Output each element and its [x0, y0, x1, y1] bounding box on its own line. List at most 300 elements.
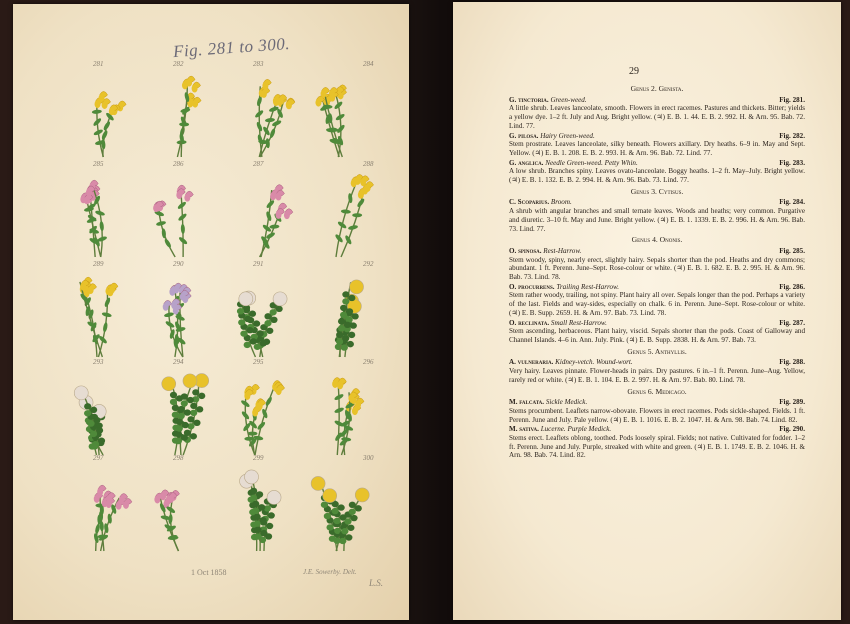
leaf	[168, 514, 173, 524]
petal	[97, 488, 103, 496]
leaflet	[324, 513, 331, 519]
petal	[365, 184, 371, 192]
leaf	[356, 198, 365, 208]
leaf	[265, 118, 275, 123]
species-description: Stem woody, spiny, nearly erect, slightly hairy. Sepals shorter than the pod. Heaths and dry commons; abundant. 1 ft. Perenn. June–Sept. Rose-colour or white. (♃) E. B. 1. 682. E. B. 2. 995. H. & Arn. 96. Bab. 73. Lind. 78.	[509, 255, 805, 282]
figure-cell	[143, 62, 221, 159]
petal	[94, 495, 100, 503]
leaf	[265, 211, 272, 222]
leaflet	[92, 441, 99, 447]
leaflet	[341, 528, 348, 534]
leaflet	[181, 393, 188, 399]
plate-mark: L.S.	[369, 578, 384, 588]
petal	[176, 191, 182, 199]
leaf	[98, 535, 108, 539]
petal	[284, 211, 290, 219]
plant-illustration	[223, 62, 301, 159]
entry-title	[509, 96, 587, 105]
entry-header	[509, 132, 805, 141]
leaf	[344, 235, 353, 246]
petal	[154, 495, 160, 503]
leaflet	[96, 427, 103, 433]
leaflet	[348, 295, 355, 301]
figure-cell	[223, 456, 301, 553]
flower-head	[162, 377, 176, 391]
leaflet	[98, 438, 105, 444]
plant-stem	[337, 382, 339, 455]
figure-number: 298	[173, 454, 184, 462]
common-name: Trailing Rest-Harrow.	[556, 282, 620, 291]
petal	[88, 286, 94, 294]
leaflet	[184, 409, 191, 415]
petal	[276, 387, 282, 395]
genus-heading: Genus 6. Medicago.	[627, 386, 687, 396]
leaflet	[260, 530, 267, 536]
leaf	[269, 224, 279, 229]
species-name: O. procurrens.	[509, 282, 555, 291]
leaf	[348, 224, 359, 230]
figure-cell	[63, 262, 141, 359]
leaflet	[196, 406, 203, 412]
entry-title	[509, 159, 638, 168]
leaflet	[321, 502, 328, 508]
leaf	[94, 523, 100, 534]
petal	[315, 99, 321, 107]
species-description: Very hairy. Leaves pinnate. Flower-heads in pairs. Dry pastures. 6 in.–1 ft. Perenn. June–Aug. Yellow, rarely red or white. (♃) E. B. 1. 104. E. B. 2. 997. H. & Arn. 97. Bab. 80. Lind. 78.	[509, 367, 805, 384]
leaflet	[336, 339, 343, 345]
plant-illustration	[143, 456, 221, 553]
leaflet	[266, 523, 273, 529]
figure-number: 296	[363, 358, 374, 366]
leaflet	[340, 305, 347, 311]
leaflet	[254, 344, 261, 350]
entry-header	[509, 96, 805, 105]
common-name: Broom.	[550, 198, 572, 207]
species-entry	[509, 319, 805, 345]
petal	[355, 177, 361, 185]
plant-illustration	[63, 62, 141, 159]
figure-cell	[63, 62, 141, 159]
figure-cell	[223, 162, 301, 259]
flower-head	[311, 476, 325, 490]
figure-ref: Fig. 283.	[779, 158, 805, 167]
leaf	[93, 533, 99, 544]
petal	[321, 90, 327, 98]
figure-number: 290	[173, 260, 184, 268]
figure-cell	[305, 262, 383, 359]
species-description: Stems erect. Leaflets oblong, toothed. Pods loosely spiral. Fields; not native. Cultivated for fodder. 1–2 ft. Perenn. June and July. Purple, streaked with white and green. (♃) E. B. 1. 1749. E. B. 2. 1046. H. & Arn. 98. Bab. 74. Lind. 82.	[509, 434, 805, 460]
petal	[257, 402, 263, 410]
leaflet	[268, 512, 275, 518]
leaflet	[349, 509, 356, 515]
figure-cell	[63, 456, 141, 553]
figure-number: 281	[93, 60, 104, 68]
leaflet	[238, 319, 245, 325]
figure-cell	[223, 262, 301, 359]
leaflet	[244, 316, 251, 322]
entry-title	[509, 319, 607, 328]
genus-heading: Genus 4. Ononis.	[631, 235, 683, 245]
species-name: O. reclinata.	[509, 318, 550, 327]
petal	[184, 194, 190, 202]
genus-heading: Genus 5. Anthyllis.	[627, 346, 687, 356]
species-description: A shrub with angular branches and small ternate leaves. Woods and heaths; very common. Purgative and diuretic. 3–10 ft. May and June. Bright yellow. (♃) E. B. 1. 1339. E. B. 2. 996. H. & Arn. 96. Bab. 73. Lind. 77.	[509, 207, 805, 233]
petal	[360, 178, 366, 186]
leaflet	[270, 317, 277, 323]
leaflet	[338, 318, 345, 324]
figure-number: 292	[363, 260, 374, 268]
leaflet	[192, 389, 199, 395]
leaflet	[246, 327, 253, 333]
leaflet	[348, 332, 355, 338]
leaflet	[90, 431, 97, 437]
species-description: Stems procumbent. Leaflets narrow-obovate. Flowers in erect racemes. Pods sickle-shaped. Fields. 1 ft. Perenn. June and July. Pale yellow. (♃) E. B. 1. 1016. E. B. 2. 1047. H. & Arn. 98. Bab. 74. Lind. 82.	[509, 406, 805, 424]
leaflet	[266, 328, 273, 334]
entry-title	[509, 398, 587, 407]
leaflet	[341, 344, 348, 350]
leaflet	[249, 311, 256, 317]
plant-illustration	[223, 262, 301, 359]
leaflet	[252, 508, 259, 514]
plant-illustration	[63, 456, 141, 553]
figure-number: 287	[253, 160, 264, 168]
species-name: M. falcata.	[509, 398, 545, 407]
figure-cell	[143, 262, 221, 359]
petal	[332, 380, 338, 388]
common-name: Small Rest-Harrow.	[550, 318, 607, 327]
entry-title	[509, 198, 572, 207]
leaflet	[181, 434, 188, 440]
petal	[109, 285, 115, 293]
plate-title: Fig. 281 to 300.	[172, 33, 291, 62]
leaflet	[90, 407, 97, 413]
leaflet	[254, 514, 261, 520]
species-name: G. anglica.	[509, 158, 544, 167]
plant-illustration	[143, 360, 221, 457]
figure-number: 293	[93, 358, 104, 366]
leaflet	[250, 488, 257, 494]
figure-number: 285	[93, 160, 104, 168]
entry-header	[509, 358, 805, 367]
flower-head	[355, 488, 369, 502]
petal	[262, 82, 268, 90]
plant-illustration	[63, 262, 141, 359]
common-name: Kidney-vetch. Wound-wort.	[555, 358, 633, 367]
petal	[86, 188, 92, 196]
text-column	[509, 82, 805, 461]
leaflet	[338, 504, 345, 510]
leaflet	[338, 325, 345, 331]
text-page	[453, 2, 841, 620]
leaflet	[176, 425, 183, 431]
entry-header	[509, 247, 805, 256]
leaflet	[333, 518, 340, 524]
common-name: Rest-Harrow.	[543, 246, 582, 255]
leaflet	[254, 520, 261, 526]
leaflet	[170, 399, 177, 405]
leaflet	[345, 534, 352, 540]
petal	[275, 211, 281, 219]
figure-cell	[143, 456, 221, 553]
leaflet	[252, 501, 259, 507]
leaf	[169, 329, 176, 340]
leaflet	[170, 392, 177, 398]
species-name: G. pilosa.	[509, 131, 539, 140]
entry-header	[509, 283, 805, 292]
leaflet	[175, 438, 182, 444]
entry-title	[509, 247, 581, 256]
leaflet	[350, 515, 357, 521]
species-name: O. spinosa.	[509, 246, 542, 255]
leaf	[337, 220, 347, 229]
figure-ref: Fig. 281.	[779, 95, 805, 104]
species-description: Stem ascending, herbaceous. Plant hairy, viscid. Sepals shorter than the pods. Coast of Galloway and Channel Islands. 4–6 in. Ann. July. Pink. (♃) E. B. Supp. 2838. H. & Arn. 97. Bab. 73.	[509, 327, 805, 344]
leaflet	[240, 330, 247, 336]
leaflet	[349, 502, 356, 508]
plant-illustration	[305, 456, 383, 553]
entry-header	[509, 319, 805, 328]
figure-cell	[63, 360, 141, 457]
leaf	[92, 109, 102, 114]
species-name: A. vulneraria.	[509, 358, 554, 367]
common-name: Sickle Medick.	[545, 398, 588, 407]
plant-illustration	[223, 162, 301, 259]
species-description: Stem rather woody, trailing, not spiny. Plant hairy all over. Sepals longer than the pod. Perhaps a variety of the last. Fields and way-sides, especially on chalk. 6 in. Perenn. June–Sept. Rose-colour or white. (♃) E. B. Supp. 2659. H. & Arn. 97. Bab. 73. Lind. 78.	[509, 291, 805, 317]
leaflet	[187, 397, 194, 403]
plant-illustration	[63, 162, 141, 259]
petal	[123, 501, 129, 509]
flower-head	[74, 386, 88, 400]
leaflet	[190, 433, 197, 439]
leaflet	[237, 308, 244, 314]
species-entry	[509, 398, 805, 424]
leaflet	[87, 420, 94, 426]
leaflet	[84, 410, 91, 416]
entry-header	[509, 198, 805, 207]
leaflet	[260, 517, 267, 523]
leaflet	[342, 298, 349, 304]
petal	[337, 380, 343, 388]
flower-head	[183, 374, 197, 388]
species-entry	[509, 96, 805, 131]
plant-illustration	[305, 360, 383, 457]
leaflet	[339, 538, 346, 544]
leaflet	[172, 412, 179, 418]
petal	[95, 100, 101, 108]
leaflet	[193, 420, 200, 426]
figure-cell	[305, 456, 383, 553]
leaflet	[190, 403, 197, 409]
entry-title	[509, 283, 619, 292]
figure-number: 294	[173, 358, 184, 366]
leaf	[256, 421, 266, 431]
figure-cell	[223, 360, 301, 457]
petal	[163, 303, 169, 311]
leaflet	[172, 405, 179, 411]
entry-header	[509, 159, 805, 168]
leaflet	[187, 416, 194, 422]
leaf	[269, 128, 276, 139]
leaflet	[344, 322, 351, 328]
petal	[275, 193, 281, 201]
common-name: Needle Green-weed. Petty Whin.	[545, 158, 638, 167]
plant-stem	[321, 95, 339, 157]
leaflet	[270, 309, 277, 315]
leaflet	[254, 533, 261, 539]
petal	[186, 79, 192, 87]
leaflet	[347, 525, 354, 531]
petal	[180, 293, 186, 301]
petal	[348, 394, 354, 402]
plant-illustration	[143, 162, 221, 259]
petal	[84, 196, 90, 204]
leaflet	[244, 342, 251, 348]
common-name: Hairy Green-weed.	[540, 131, 595, 140]
figure-cell	[143, 360, 221, 457]
leaflet	[342, 291, 349, 297]
species-description: A little shrub. Leaves lanceolate, smooth. Flowers in erect racemes. Pastures and thickets. Bitter; yields a yellow dye. 1–2 ft. July and Aug. Bright yellow. (♃) E. B. 1. 44. E. B. 2. 992. H. & Arn. 95. Bab. 72. Lind. 77.	[509, 104, 805, 130]
leaflet	[190, 410, 197, 416]
leaflet	[182, 422, 189, 428]
leaf	[179, 122, 189, 126]
leaflet	[84, 403, 91, 409]
entry-header	[509, 425, 805, 434]
figure-number: 282	[173, 60, 184, 68]
plant-stem	[180, 293, 183, 357]
common-name: Green-weed.	[550, 95, 587, 104]
petal	[160, 492, 166, 500]
petal	[173, 286, 179, 294]
species-name: C. Scoparius.	[509, 198, 550, 207]
figure-number: 297	[93, 454, 104, 462]
figure-cell	[305, 162, 383, 259]
petal	[109, 107, 115, 115]
page-number: 29	[629, 66, 639, 77]
leaf	[102, 322, 108, 333]
figure-number: 283	[253, 60, 264, 68]
figure-ref: Fig. 285.	[779, 246, 805, 255]
plant-illustration	[143, 62, 221, 159]
leaflet	[264, 320, 271, 326]
figure-ref: Fig. 284.	[779, 198, 805, 207]
genus-heading: Genus 2. Genista.	[630, 84, 684, 93]
figure-number: 288	[363, 160, 374, 168]
common-name: Lucerne. Purple Medick.	[540, 425, 612, 434]
petal	[352, 407, 358, 415]
petal	[329, 90, 335, 98]
figure-number: 291	[253, 260, 264, 268]
figure-ref: Fig. 282.	[779, 131, 805, 140]
flower-head	[245, 470, 259, 484]
species-name: M. sativa.	[509, 425, 539, 434]
leaflet	[352, 313, 359, 319]
species-entry	[509, 283, 805, 318]
plant-stem	[341, 188, 364, 257]
botanical-plate	[13, 4, 409, 620]
petal	[252, 409, 258, 417]
petal	[261, 90, 267, 98]
petal	[192, 100, 198, 108]
petal	[244, 392, 250, 400]
leaflet	[198, 393, 205, 399]
leaf	[352, 213, 362, 217]
plant-illustration	[223, 360, 301, 457]
leaflet	[254, 526, 261, 532]
leaflet	[260, 340, 267, 346]
leaflet	[326, 524, 333, 530]
leaflet	[178, 406, 185, 412]
leaflet	[250, 495, 257, 501]
petal	[168, 495, 174, 503]
species-entry	[509, 159, 805, 185]
petal	[192, 84, 198, 92]
leaflet	[181, 400, 188, 406]
flower-head	[273, 292, 287, 306]
figure-cell	[143, 162, 221, 259]
figure-number: 284	[363, 60, 374, 68]
flower-head	[239, 292, 253, 306]
figure-cell	[63, 162, 141, 259]
plant-illustration	[143, 262, 221, 359]
entry-header	[509, 398, 805, 407]
flower-head	[323, 489, 337, 503]
species-entry	[509, 198, 805, 233]
leaflet	[276, 306, 283, 312]
leaf	[181, 224, 186, 234]
leaflet	[256, 491, 263, 497]
leaf	[100, 505, 104, 515]
leaflet	[336, 332, 343, 338]
plant-illustration	[305, 162, 383, 259]
flower-head	[350, 280, 364, 294]
species-entry	[509, 132, 805, 158]
figure-number: 286	[173, 160, 184, 168]
figure-cell	[223, 62, 301, 159]
leaf	[341, 209, 351, 214]
plate-date: 1 Oct 1858	[191, 568, 227, 577]
leaflet	[253, 320, 260, 326]
leaflet	[347, 341, 354, 347]
leaflet	[93, 417, 100, 423]
figure-cell	[305, 360, 383, 457]
figure-cell	[305, 62, 383, 159]
leaf	[103, 121, 112, 132]
species-entry	[509, 425, 805, 460]
leaflet	[346, 308, 353, 314]
genus-heading: Genus 3. Cytisus.	[630, 186, 684, 196]
leaflet	[342, 335, 349, 341]
entry-title	[509, 425, 611, 434]
figure-ref: Fig. 287.	[779, 318, 805, 327]
entry-title	[509, 132, 595, 141]
flower-head	[267, 490, 281, 504]
leaf	[265, 396, 273, 407]
leaflet	[250, 338, 257, 344]
leaflet	[340, 312, 347, 318]
figure-number: 299	[253, 454, 264, 462]
leaflet	[178, 413, 185, 419]
petal	[155, 204, 161, 212]
species-description: A low shrub. Branches spiny. Leaves ovato-lanceolate. Boggy heaths. 1–2 ft. May–July. Bright yellow. (♃) E. B. 1. 132. E. B. 2. 994. H. & Arn. 96. Bab. 73. Lind. 77.	[509, 167, 805, 185]
plant-illustration	[305, 62, 383, 159]
figure-number: 295	[253, 358, 264, 366]
leaflet	[355, 505, 362, 511]
figure-number: 289	[93, 260, 104, 268]
leaf	[99, 221, 104, 231]
species-description: Stem prostrate. Leaves lanceolate, silky beneath. Flowers axillary. Dry heaths. 6–9 in. May and Sept. Yellow. (♃) E. B. 1. 208. E. B. 2. 993. H. & Arn. 96. Bab. 72. Lind. 77.	[509, 140, 805, 157]
figure-number: 300	[363, 454, 374, 462]
plant-illustration	[305, 262, 383, 359]
